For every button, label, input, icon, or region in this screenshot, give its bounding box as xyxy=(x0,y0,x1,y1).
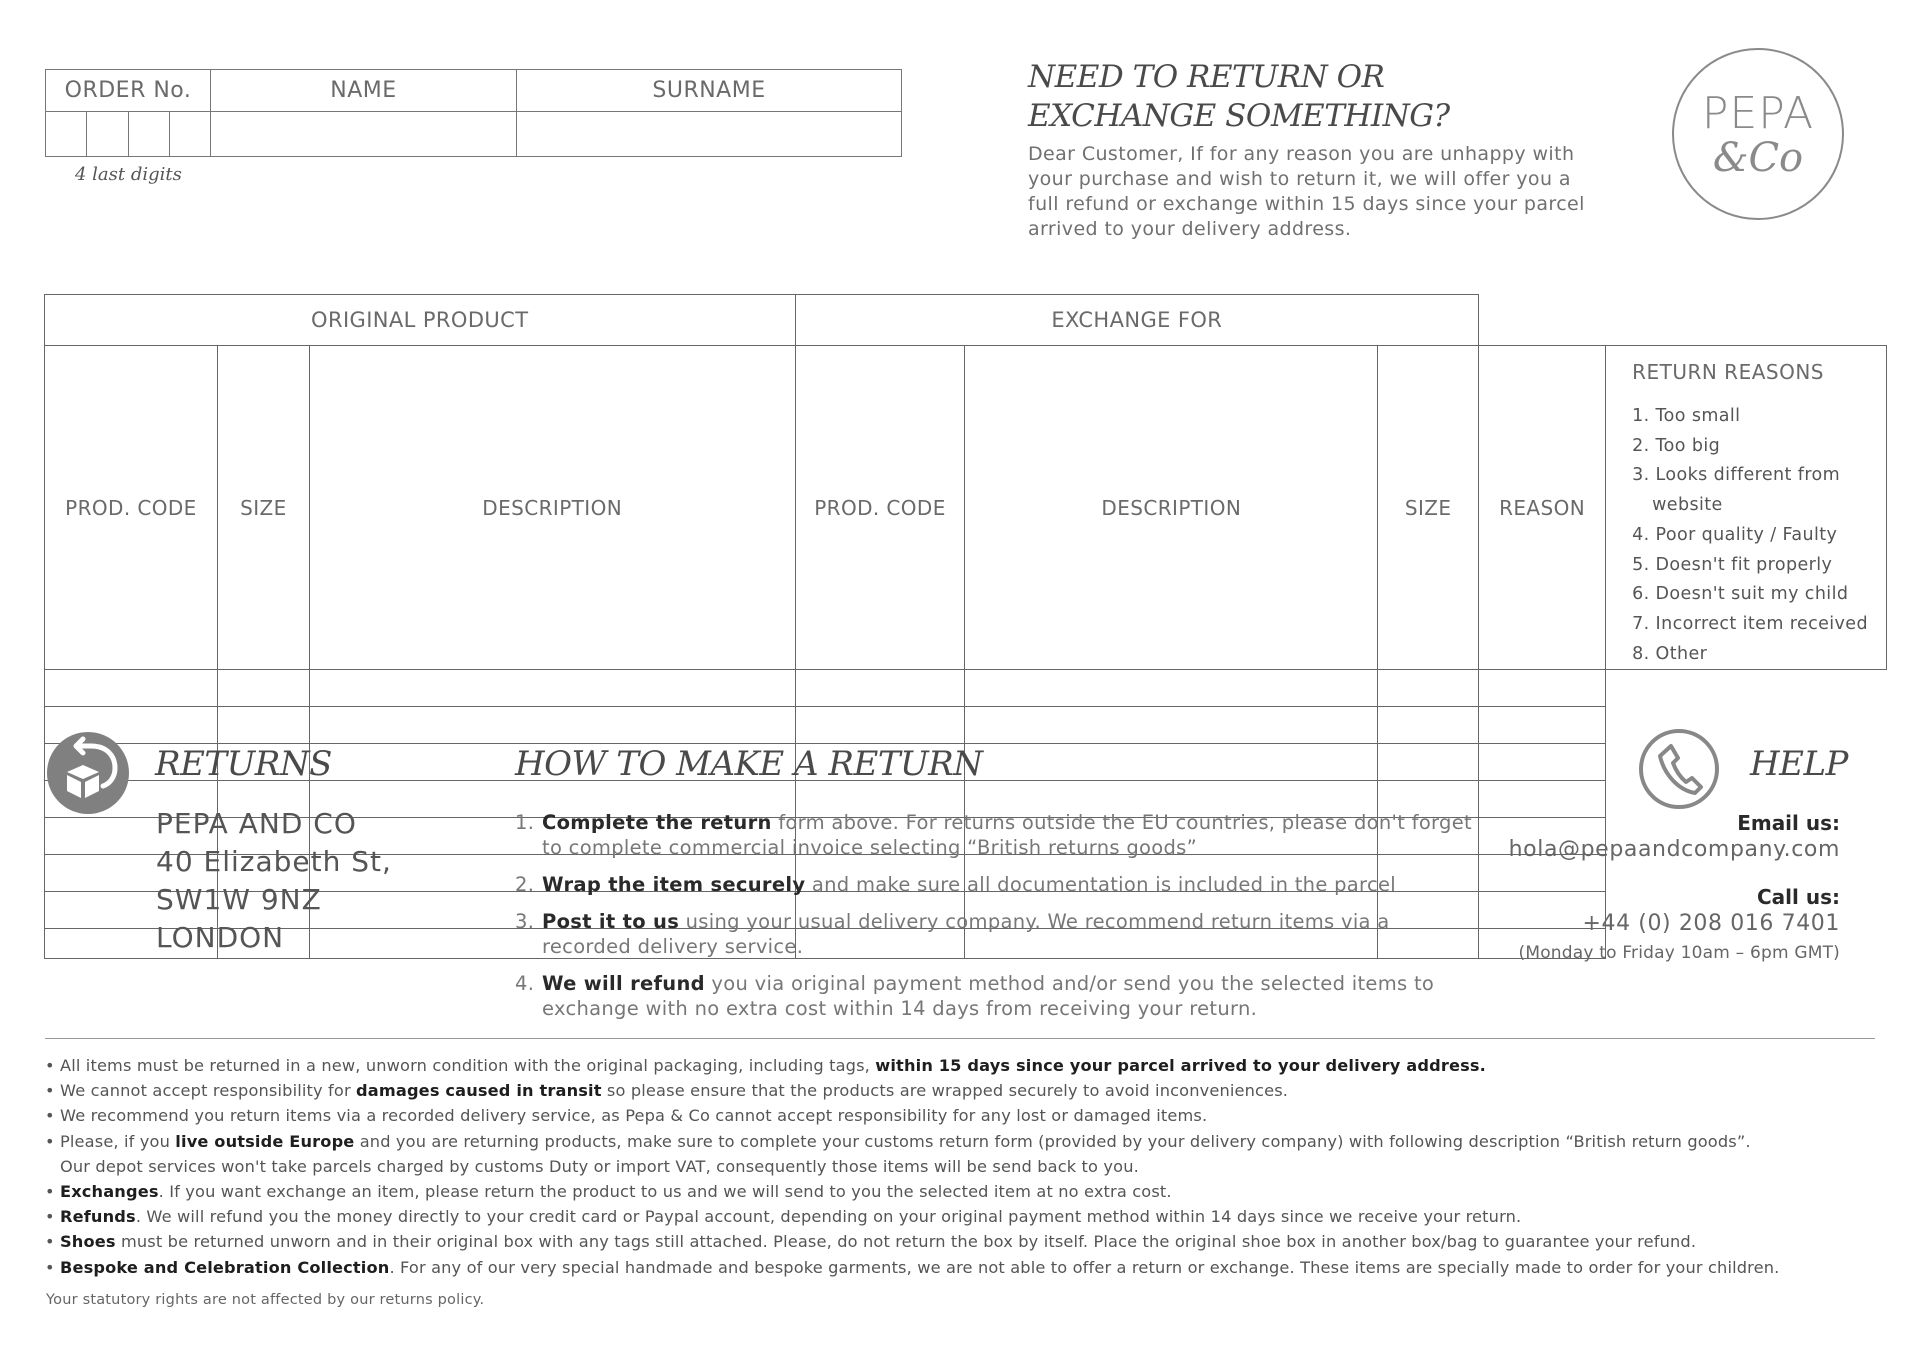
note-item: • We cannot accept responsibility for damages caused in transit so please ensure that the products are wrapped securely to avoid inconveniences. xyxy=(45,1081,1289,1101)
col-description-original: DESCRIPTION xyxy=(309,346,795,670)
description-exchange-field[interactable] xyxy=(965,707,1378,744)
section-divider xyxy=(45,1038,1875,1039)
reason-item: 1. Too small xyxy=(1632,406,1741,426)
returns-title: RETURNS xyxy=(155,744,332,784)
col-description-exchange: DESCRIPTION xyxy=(965,346,1378,670)
logo-text-co: &Co xyxy=(1712,135,1804,181)
intro-title-line-2: EXCHANGE SOMETHING? xyxy=(1028,98,1450,134)
opening-hours: (Monday to Friday 10am – 6pm GMT) xyxy=(1518,943,1840,963)
reason-field[interactable] xyxy=(1479,744,1606,781)
note-item-continued: Our depot services won't take parcels charged by customs Duty or import VAT, consequently those items will be send back to you. xyxy=(60,1156,1139,1176)
table-row xyxy=(45,707,1887,744)
return-step: 4. We will refund you via original payment method and/or send you the selected items to exchange with no extra cost within 14 days from receiving your return. xyxy=(515,972,1435,1020)
description-original-field[interactable] xyxy=(309,670,795,707)
original-product-group-header: ORIGINAL PRODUCT xyxy=(45,295,796,346)
address-line: SW1W 9NZ xyxy=(156,883,322,916)
order-digit-3-field[interactable] xyxy=(128,112,169,157)
returns-address xyxy=(156,805,392,957)
return-step: 3. Post it to us using your usual delivery company. We recommend return items via a recorded delivery service. xyxy=(515,910,1390,958)
surname-field[interactable] xyxy=(517,112,902,157)
reason-item: 5. Doesn't fit properly xyxy=(1632,554,1833,575)
phone-link[interactable]: +44 (0) 208 016 7401 xyxy=(1582,911,1840,936)
reason-item: 2. Too big xyxy=(1632,435,1721,456)
help-title: HELP xyxy=(1750,744,1848,784)
order-digit-4-field[interactable] xyxy=(169,112,210,157)
note-item: • Please, if you live outside Europe and you are returning products, make sure to complete your customs return form (provided by your delivery company) with following description “British return goods”. xyxy=(45,1131,1751,1151)
note-item: • Shoes must be returned unworn and in their original box with any tags still attached. Please, do not return the box by itself. Place the original shoe box in another box/bag to guarantee your refund. xyxy=(45,1232,1697,1252)
return-step: 2. Wrap the item securely and make sure all documentation is included in the parcel xyxy=(515,873,1396,896)
reason-field[interactable] xyxy=(1479,707,1606,744)
return-reasons-list xyxy=(1632,402,1886,669)
name-header: NAME xyxy=(211,70,517,112)
reason-item: 8. Other xyxy=(1632,643,1708,664)
policy-notes xyxy=(45,1053,1885,1280)
email-label: Email us: xyxy=(1737,811,1840,835)
note-item: • Refunds. We will refund you the money directly to your credit card or Paypal account, depending on your original payment method within 14 days since we receive your return. xyxy=(45,1207,1522,1227)
exchange-for-group-header: EXCHANGE FOR xyxy=(795,295,1479,346)
size-exchange-field[interactable] xyxy=(1378,670,1479,707)
order-digit-1-field[interactable] xyxy=(46,112,87,157)
prod-code-exchange-field[interactable] xyxy=(795,670,965,707)
how-to-return-title: HOW TO MAKE A RETURN xyxy=(515,744,983,784)
order-digits-hint: 4 last digits xyxy=(75,164,182,185)
description-exchange-field[interactable] xyxy=(965,744,1378,781)
size-original-field[interactable] xyxy=(217,670,309,707)
logo-text-pepa: PEPA xyxy=(1701,88,1815,139)
note-item: • All items must be returned in a new, unworn condition with the original packaging, including tags, within 15 days since your parcel arrived to your delivery address. xyxy=(45,1056,1486,1075)
prod-code-exchange-field[interactable] xyxy=(795,707,965,744)
reason-item: 7. Incorrect item received xyxy=(1632,613,1868,634)
pepa-co-logo xyxy=(1672,48,1844,220)
reason-item: 4. Poor quality / Faulty xyxy=(1632,524,1838,545)
table-header-spacer xyxy=(1479,295,1887,346)
help-contact xyxy=(1450,810,1840,968)
table-row xyxy=(45,670,1887,707)
prod-code-original-field[interactable] xyxy=(45,670,218,707)
address-line: 40 Elizabeth St, xyxy=(156,845,392,878)
note-item: • We recommend you return items via a recorded delivery service, as Pepa & Co cannot accept responsibility for any lost or damaged items. xyxy=(45,1106,1208,1126)
intro-title-line-1: NEED TO RETURN OR xyxy=(1028,59,1385,95)
return-reasons-title: RETURN REASONS xyxy=(1632,360,1824,384)
email-link[interactable]: hola@pepaandcompany.com xyxy=(1508,837,1840,862)
description-original-field[interactable] xyxy=(309,707,795,744)
intro-title xyxy=(1028,58,1588,136)
reason-field[interactable] xyxy=(1479,670,1606,707)
note-item: • Exchanges. If you want exchange an item, please return the product to us and we will send to you the selected item at no extra cost. xyxy=(45,1182,1172,1202)
surname-header: SURNAME xyxy=(517,70,902,112)
order-digit-2-field[interactable] xyxy=(87,112,128,157)
statutory-rights-note: Your statutory rights are not affected by our returns policy. xyxy=(46,1292,485,1308)
intro-body: Dear Customer, If for any reason you are unhappy with your purchase and wish to return it, we will offer you a full refund or exchange within 15 days since your parcel arrived to your delivery address. xyxy=(1028,143,1585,240)
return-steps-list xyxy=(515,810,1475,1033)
col-prod-code-original: PROD. CODE xyxy=(45,346,218,670)
return-reasons-panel xyxy=(1606,346,1887,670)
address-line: PEPA AND CO xyxy=(156,807,357,840)
size-exchange-field[interactable] xyxy=(1378,707,1479,744)
size-original-field[interactable] xyxy=(217,707,309,744)
return-box-icon xyxy=(47,732,129,814)
col-prod-code-exchange: PROD. CODE xyxy=(795,346,965,670)
name-field[interactable] xyxy=(211,112,517,157)
address-line: LONDON xyxy=(156,921,285,954)
reason-item: 6. Doesn't suit my child xyxy=(1632,584,1849,605)
reason-item: 3. Looks different from xyxy=(1632,465,1841,486)
phone-icon xyxy=(1638,728,1720,810)
return-step: 1. Complete the return form above. For returns outside the EU countries, please don't forget to complete commercial invoice selecting “British returns goods” xyxy=(515,811,1472,859)
reason-item-continued: website xyxy=(1652,495,1723,516)
col-size-exchange: SIZE xyxy=(1378,346,1479,670)
order-details-table xyxy=(45,69,902,157)
order-no-header: ORDER No. xyxy=(46,70,211,112)
col-reason: REASON xyxy=(1479,346,1606,670)
call-label: Call us: xyxy=(1757,885,1840,909)
size-exchange-field[interactable] xyxy=(1378,744,1479,781)
description-exchange-field[interactable] xyxy=(965,670,1378,707)
note-item: • Bespoke and Celebration Collection. For any of our very special handmade and bespoke garments, we are not able to offer a return or exchange. These items are specially made to order for your children. xyxy=(45,1257,1780,1277)
col-size-original: SIZE xyxy=(217,346,309,670)
